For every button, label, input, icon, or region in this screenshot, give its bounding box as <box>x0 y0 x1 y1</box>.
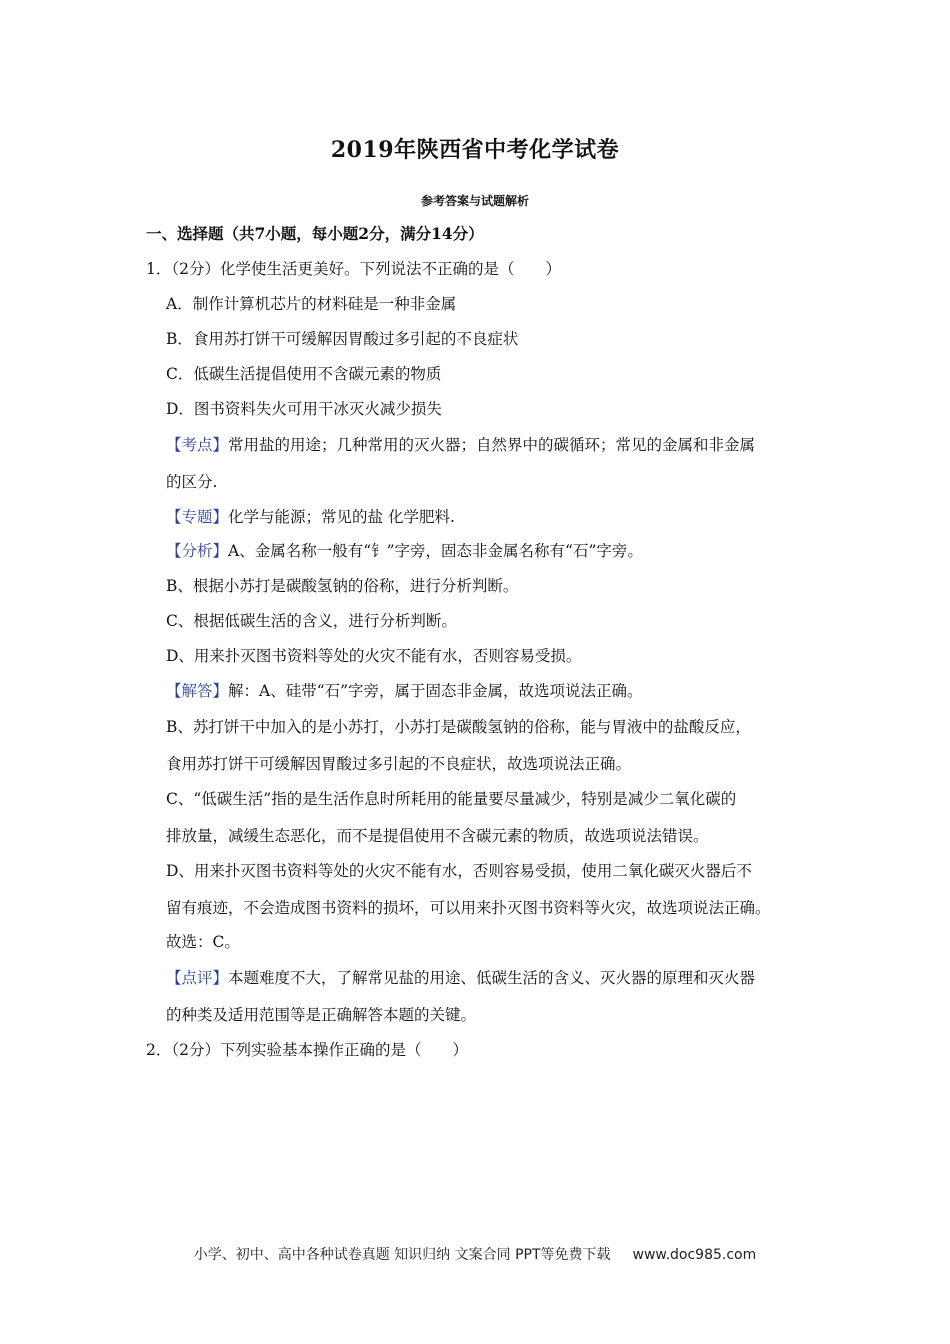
jieda-d-line2: 留有痕迹，不会造成图书资料的损坏，可以用来扑灭图书资料等火灾，故选项说法正确。 <box>166 899 771 917</box>
zhuanti-tag: 【专题】 <box>166 508 229 526</box>
dianping-line <box>166 968 755 988</box>
jieda-tag: 【解答】 <box>166 682 229 700</box>
fenxi-line <box>166 541 643 561</box>
dianping-tag: 【点评】 <box>166 969 229 987</box>
fenxi-c: C、根据低碳生活的含义，进行分析判断。 <box>166 612 457 630</box>
question-1-option-c: C．低碳生活提倡使用不含碳元素的物质 <box>166 365 442 383</box>
dianping-text-continued: 的种类及适用范围等是正确解答本题的关键。 <box>166 1006 477 1024</box>
answer-line: 故选：C。 <box>166 933 240 951</box>
question-1-option-d: D．图书资料失火可用干冰灭火减少损失 <box>166 400 442 418</box>
question-1-option-a: A．制作计算机芯片的材料硅是一种非金属 <box>166 295 457 313</box>
jieda-b-line1: B、苏打饼干中加入的是小苏打，小苏打是碳酸氢钠的俗称，能与胃液中的盐酸反应， <box>166 718 751 736</box>
page-footer <box>0 1244 950 1264</box>
fenxi-text: A、金属名称一般有“钅”字旁，固态非金属名称有“石”字旁。 <box>228 542 643 560</box>
jieda-c-line2: 排放量，减缓生态恶化，而不是提倡使用不含碳元素的物质，故选项说法错误。 <box>166 827 709 845</box>
jieda-c-line1: C、“低碳生活”指的是生活作息时所耗用的能量要尽量减少，特别是减少二氧化碳的 <box>166 790 737 808</box>
fenxi-tag: 【分析】 <box>166 542 229 560</box>
question-1-stem: 1．（2分）化学使生活更美好。下列说法不正确的是（ ） <box>146 260 561 278</box>
kaodian-text-continued: 的区分. <box>166 473 218 491</box>
question-1-option-b: B．食用苏打饼干可缓解因胃酸过多引起的不良症状 <box>166 330 519 348</box>
fenxi-d: D、用来扑灭图书资料等处的火灾不能有水，否则容易受损。 <box>166 647 582 665</box>
jieda-line <box>166 681 643 701</box>
page-subtitle: 参考答案与试题解析 <box>420 194 529 208</box>
page-title: 2019年陕西省中考化学试卷 <box>330 137 620 163</box>
fenxi-b: B、根据小苏打是碳酸氢钠的俗称，进行分析判断。 <box>166 577 519 595</box>
question-2-stem: 2．（2分）下列实验基本操作正确的是（ ） <box>146 1041 468 1059</box>
kaodian-line <box>166 435 755 455</box>
jieda-text: 解：A、硅带“石”字旁，属于固态非金属，故选项说法正确。 <box>228 682 643 700</box>
zhuanti-text: 化学与能源；常见的盐 化学肥料. <box>228 508 455 526</box>
kaodian-tag: 【考点】 <box>166 436 229 454</box>
footer-url[interactable]: www.doc985.com <box>632 1247 757 1263</box>
zhuanti-line <box>166 507 455 527</box>
jieda-b-line2: 食用苏打饼干可缓解因胃酸过多引起的不良症状，故选项说法正确。 <box>166 755 632 773</box>
section-heading: 一、选择题（共7小题，每小题2分，满分14分） <box>146 224 484 243</box>
dianping-text: 本题难度不大，了解常见盐的用途、低碳生活的含义、灭火器的原理和灭火器 <box>228 969 756 987</box>
jieda-d-line1: D、用来扑灭图书资料等处的火灾不能有水，否则容易受损，使用二氧化碳灭火器后不 <box>166 862 752 880</box>
kaodian-text: 常用盐的用途；几种常用的灭火器；自然界中的碳循环；常见的金属和非金属 <box>228 436 756 454</box>
footer-text: 小学、初中、高中各种试卷真题 知识归纳 文案合同 PPT等免费下载 <box>193 1247 611 1263</box>
